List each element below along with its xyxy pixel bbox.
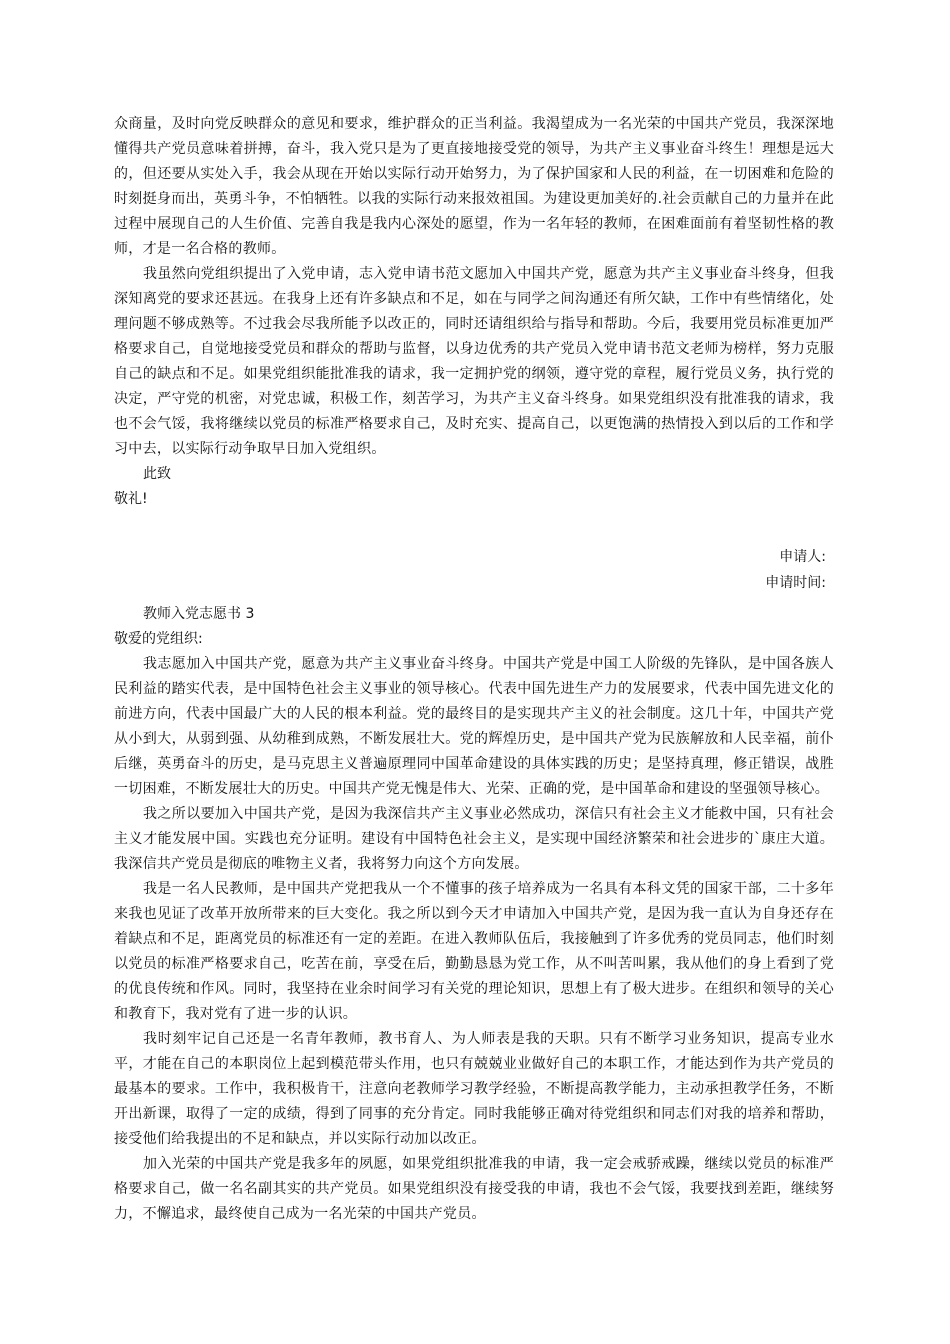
- applicant-label: 申请人:: [779, 549, 826, 565]
- paragraph-4: 我之所以要加入中国共产党，是因为我深信共产主义事业必然成功，深信只有社会主义才能救中国，只有社会主义才能发展中国。实践也充分证明。建设有中国特色社会主义，是实现中国经济繁荣和社会进步的`康庄大道。我深信共产党员是彻底的唯物主义者，我将努力向这个方向发展。: [114, 806, 834, 872]
- section-title: 教师入党志愿书 3: [143, 606, 255, 622]
- paragraph-7: 加入光荣的中国共产党是我多年的夙愿，如果党组织批准我的申请，我一定会戒骄戒躁，继续以党员的标准严格要求自己，做一名名副其实的共产党员。如果党组织没有接受我的申请，我也不会气馁，我要找到差距，继续努力，不懈追求，最终使自己成为一名光荣的中国共产党员。: [114, 1156, 834, 1222]
- closing-cizhi: 此致: [143, 466, 171, 482]
- apply-time-label: 申请时间:: [765, 575, 826, 591]
- paragraph-2: 我虽然向党组织提出了入党申请，志入党申请书范文愿加入中国共产党，愿意为共产主义事业奋斗终身，但我深知离党的要求还甚远。在我身上还有许多缺点和不足，如在与同学之间沟通还有所欠缺，工作中有些情绪化，处理问题不够成熟等。不过我会尽我所能予以改正的，同时还请组织给与指导和帮助。今后，我要用党员标准更加严格要求自己，自觉地接受党员和群众的帮助与监督，以身边优秀的共产党员入党申请书范文老师为榜样，努力克服自己的缺点和不足。如果党组织能批准我的请求，我一定拥护党的纲领，遵守党的章程，履行党员义务，执行党的决定，严守党的机密，对党忠诚，积极工作，刻苦学习，为共产主义奋斗终身。如果党组织没有批准我的请求，我也不会气馁，我将继续以党员的标准严格要求自己，及时充实、提高自己，以更饱满的热情投入到以后的工作和学习中去，以实际行动争取早日加入党组织。: [114, 266, 834, 457]
- salutation: 敬爱的党组织:: [114, 631, 203, 647]
- paragraph-3: 我志愿加入中国共产党，愿意为共产主义事业奋斗终身。中国共产党是中国工人阶级的先锋队，是中国各族人民利益的踏实代表，是中国特色社会主义事业的领导核心。代表中国先进生产力的发展要求，代表中国先进文化的前进方向，代表中国最广大的人民的根本利益。党的最终目的是实现共产主义的社会制度。这几十年，中国共产党从小到大，从弱到强、从幼稚到成熟，不断发展壮大。党的辉煌历史，是中国共产党为民族解放和人民幸福，前仆后继，英勇奋斗的历史，是马克思主义普遍原理同中国革命建设的具体实践的历史；是坚持真理，修正错误，战胜一切困难，不断发展壮大的历史。中国共产党无愧是伟大、光荣、正确的党，是中国革命和建设的坚强领导核心。: [114, 656, 834, 797]
- paragraph-1: 众商量，及时向党反映群众的意见和要求，维护群众的正当利益。我渴望成为一名光荣的中国共产党员，我深深地懂得共产党员意味着拼搏，奋斗，我入党只是为了更直接地接受党的领导，为共产主义事业奋斗终生！理想是远大的，但还要从实处入手，我会从现在开始以实际行动开始努力，为了保护国家和人民的利益，在一切困难和危险的时刻挺身而出，英勇斗争，不怕牺牲。以我的实际行动来报效祖国。为建设更加美好的.社会贡献自己的力量并在此过程中展现自己的人生价值、完善自我是我内心深处的愿望，作为一名年轻的教师，在困难面前有着坚韧性格的教师，才是一名合格的教师。: [114, 116, 834, 257]
- closing-jingli: 敬礼!: [114, 491, 148, 507]
- paragraph-5: 我是一名人民教师，是中国共产党把我从一个不懂事的孩子培养成为一名具有本科文凭的国家干部，二十多年来我也见证了改革开放所带来的巨大变化。我之所以到今天才申请加入中国共产党，是因为我一直认为自身还存在着缺点和不足，距离党员的标准还有一定的差距。在进入教师队伍后，我接触到了许多优秀的党员同志，他们时刻以党员的标准严格要求自己，吃苦在前，享受在后，勤勤恳恳为党工作，从不叫苦叫累，我从他们的身上看到了党的优良传统和作风。同时，我坚持在业余时间学习有关党的理论知识，思想上有了极大进步。在组织和领导的关心和教育下，我对党有了进一步的认识。: [114, 881, 834, 1022]
- paragraph-6: 我时刻牢记自己还是一名青年教师，教书育人、为人师表是我的天职。只有不断学习业务知识，提高专业水平，才能在自己的本职岗位上起到模范带头作用，也只有兢兢业业做好自己的本职工作，才能达到作为共产党员的最基本的要求。工作中，我积极肯干，注意向老教师学习教学经验，不断提高教学能力，主动承担教学任务，不断开出新课，取得了一定的成绩，得到了同事的充分肯定。同时我能够正确对待党组织和同志们对我的培养和帮助，接受他们给我提出的不足和缺点，并以实际行动加以改正。: [114, 1031, 834, 1147]
- document-page: [114, 112, 834, 1227]
